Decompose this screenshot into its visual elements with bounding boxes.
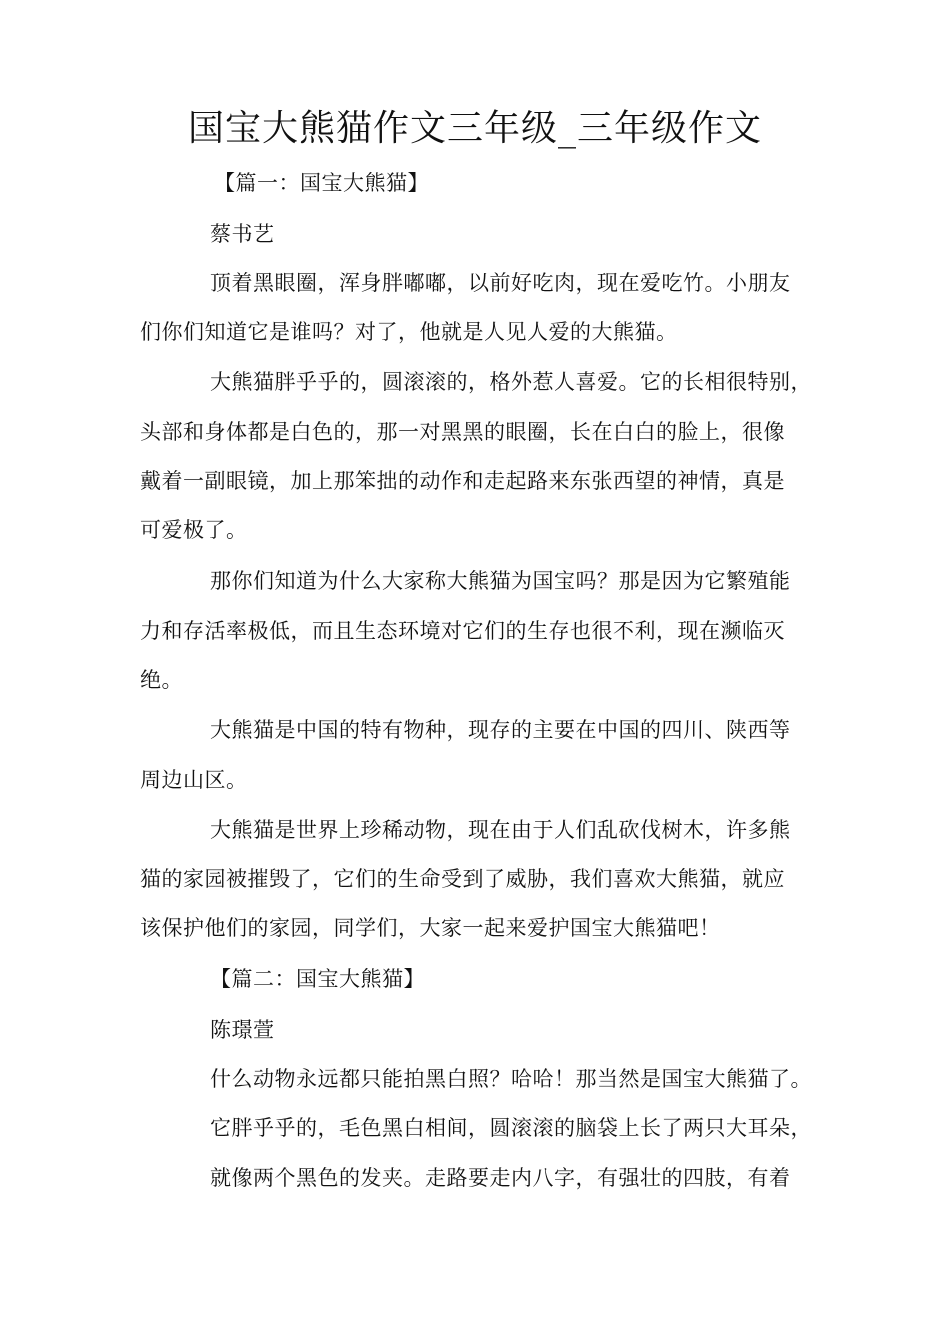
paragraph-line: 就像两个黑色的发夹。走路要走内八字，有强壮的四肢，有着 — [210, 1166, 791, 1190]
paragraph-line: 该保护他们的家园，同学们，大家一起来爱护国宝大熊猫吧！ — [140, 916, 721, 940]
document-title: 国宝大熊猫作文三年级_三年级作文 — [187, 108, 762, 149]
paragraph-line: 它胖乎乎的，毛色黑白相间，圆滚滚的脑袋上长了两只大耳朵， — [210, 1116, 812, 1140]
section-heading: 【篇二：国宝大熊猫】 — [210, 967, 425, 991]
paragraph-line: 顶着黑眼圈，浑身胖嘟嘟，以前好吃肉，现在爱吃竹。小朋友 — [210, 271, 791, 295]
paragraph-line: 猫的家园被摧毁了，它们的生命受到了威胁，我们喜欢大熊猫，就应 — [140, 867, 785, 891]
paragraph-line: 那你们知道为什么大家称大熊猫为国宝吗？那是因为它繁殖能 — [210, 569, 791, 593]
paragraph-line: 大熊猫是中国的特有物种，现存的主要在中国的四川、陕西等 — [210, 718, 791, 742]
section-heading: 【篇一：国宝大熊猫】 — [214, 171, 429, 195]
paragraph-line: 大熊猫是世界上珍稀动物，现在由于人们乱砍伐树木，许多熊 — [210, 818, 791, 842]
paragraph-line: 大熊猫胖乎乎的，圆滚滚的，格外惹人喜爱。它的长相很特别， — [210, 370, 812, 394]
paragraph-line: 力和存活率极低，而且生态环境对它们的生存也很不利，现在濒临灭 — [140, 619, 785, 643]
paragraph-line: 周边山区。 — [140, 768, 248, 792]
paragraph-line: 什么动物永远都只能拍黑白照？哈哈！那当然是国宝大熊猫了。 — [210, 1067, 812, 1091]
section-author: 蔡书艺 — [210, 222, 275, 246]
paragraph-line: 头部和身体都是白色的，那一对黑黑的眼圈，长在白白的脸上，很像 — [140, 420, 785, 444]
paragraph-line: 绝。 — [140, 668, 183, 692]
paragraph-line: 戴着一副眼镜，加上那笨拙的动作和走起路来东张西望的神情，真是 — [140, 469, 785, 493]
paragraph-line: 可爱极了。 — [140, 518, 248, 542]
section-author: 陈璟萱 — [210, 1018, 275, 1042]
paragraph-line: 们你们知道它是谁吗？对了，他就是人见人爱的大熊猫。 — [140, 320, 678, 344]
